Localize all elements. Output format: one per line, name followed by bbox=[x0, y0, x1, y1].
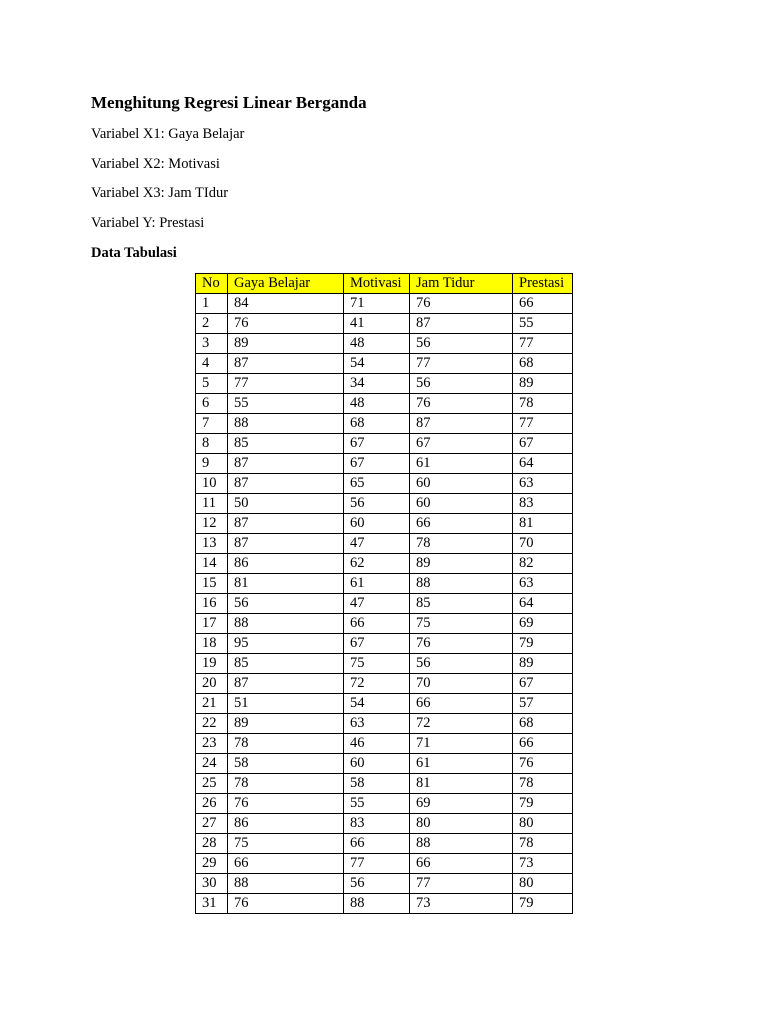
cell-no: 8 bbox=[196, 434, 228, 454]
cell-no: 31 bbox=[196, 894, 228, 914]
variable-x1-line: Variabel X1: Gaya Belajar bbox=[91, 126, 245, 142]
cell-no: 21 bbox=[196, 694, 228, 714]
cell-prestasi: 66 bbox=[513, 294, 573, 314]
table-row bbox=[196, 754, 573, 774]
cell-no: 14 bbox=[196, 554, 228, 574]
cell-gaya-belajar: 87 bbox=[228, 514, 344, 534]
cell-motivasi: 77 bbox=[344, 854, 410, 874]
cell-motivasi: 56 bbox=[344, 494, 410, 514]
cell-prestasi: 78 bbox=[513, 834, 573, 854]
cell-jam-tidur: 81 bbox=[410, 774, 513, 794]
cell-motivasi: 67 bbox=[344, 434, 410, 454]
table-row bbox=[196, 574, 573, 594]
table-row bbox=[196, 494, 573, 514]
cell-jam-tidur: 61 bbox=[410, 454, 513, 474]
cell-jam-tidur: 56 bbox=[410, 374, 513, 394]
cell-motivasi: 65 bbox=[344, 474, 410, 494]
cell-motivasi: 41 bbox=[344, 314, 410, 334]
cell-motivasi: 56 bbox=[344, 874, 410, 894]
cell-gaya-belajar: 87 bbox=[228, 474, 344, 494]
cell-motivasi: 34 bbox=[344, 374, 410, 394]
cell-prestasi: 63 bbox=[513, 574, 573, 594]
cell-gaya-belajar: 78 bbox=[228, 774, 344, 794]
table-row bbox=[196, 834, 573, 854]
cell-jam-tidur: 56 bbox=[410, 334, 513, 354]
table-row bbox=[196, 594, 573, 614]
cell-jam-tidur: 66 bbox=[410, 854, 513, 874]
table-row bbox=[196, 434, 573, 454]
table-row bbox=[196, 354, 573, 374]
cell-no: 9 bbox=[196, 454, 228, 474]
cell-no: 12 bbox=[196, 514, 228, 534]
cell-prestasi: 70 bbox=[513, 534, 573, 554]
cell-motivasi: 68 bbox=[344, 414, 410, 434]
table-header-row bbox=[196, 274, 573, 294]
cell-prestasi: 77 bbox=[513, 334, 573, 354]
data-table bbox=[195, 273, 573, 914]
cell-gaya-belajar: 76 bbox=[228, 794, 344, 814]
cell-jam-tidur: 87 bbox=[410, 414, 513, 434]
cell-prestasi: 89 bbox=[513, 654, 573, 674]
cell-no: 6 bbox=[196, 394, 228, 414]
cell-prestasi: 78 bbox=[513, 394, 573, 414]
cell-no: 4 bbox=[196, 354, 228, 374]
cell-no: 17 bbox=[196, 614, 228, 634]
cell-motivasi: 55 bbox=[344, 794, 410, 814]
cell-jam-tidur: 56 bbox=[410, 654, 513, 674]
cell-jam-tidur: 88 bbox=[410, 574, 513, 594]
cell-motivasi: 71 bbox=[344, 294, 410, 314]
cell-no: 24 bbox=[196, 754, 228, 774]
cell-gaya-belajar: 78 bbox=[228, 734, 344, 754]
cell-motivasi: 46 bbox=[344, 734, 410, 754]
cell-motivasi: 66 bbox=[344, 834, 410, 854]
cell-motivasi: 60 bbox=[344, 514, 410, 534]
document-title: Menghitung Regresi Linear Berganda bbox=[91, 93, 367, 112]
cell-gaya-belajar: 66 bbox=[228, 854, 344, 874]
cell-jam-tidur: 60 bbox=[410, 494, 513, 514]
cell-motivasi: 60 bbox=[344, 754, 410, 774]
cell-gaya-belajar: 86 bbox=[228, 554, 344, 574]
cell-prestasi: 80 bbox=[513, 874, 573, 894]
cell-no: 18 bbox=[196, 634, 228, 654]
cell-jam-tidur: 69 bbox=[410, 794, 513, 814]
cell-gaya-belajar: 55 bbox=[228, 394, 344, 414]
cell-prestasi: 66 bbox=[513, 734, 573, 754]
cell-gaya-belajar: 75 bbox=[228, 834, 344, 854]
cell-no: 25 bbox=[196, 774, 228, 794]
table-body bbox=[196, 294, 573, 914]
cell-no: 19 bbox=[196, 654, 228, 674]
cell-prestasi: 64 bbox=[513, 454, 573, 474]
cell-motivasi: 48 bbox=[344, 334, 410, 354]
cell-jam-tidur: 77 bbox=[410, 354, 513, 374]
cell-no: 20 bbox=[196, 674, 228, 694]
column-header-gaya-belajar: Gaya Belajar bbox=[228, 274, 344, 294]
cell-no: 13 bbox=[196, 534, 228, 554]
cell-jam-tidur: 76 bbox=[410, 294, 513, 314]
variable-x2-line: Variabel X2: Motivasi bbox=[91, 156, 220, 172]
cell-motivasi: 48 bbox=[344, 394, 410, 414]
cell-prestasi: 57 bbox=[513, 694, 573, 714]
cell-gaya-belajar: 76 bbox=[228, 314, 344, 334]
cell-gaya-belajar: 86 bbox=[228, 814, 344, 834]
table-row bbox=[196, 814, 573, 834]
cell-motivasi: 61 bbox=[344, 574, 410, 594]
cell-jam-tidur: 85 bbox=[410, 594, 513, 614]
cell-jam-tidur: 60 bbox=[410, 474, 513, 494]
cell-prestasi: 89 bbox=[513, 374, 573, 394]
cell-no: 1 bbox=[196, 294, 228, 314]
cell-gaya-belajar: 85 bbox=[228, 654, 344, 674]
cell-jam-tidur: 71 bbox=[410, 734, 513, 754]
cell-prestasi: 68 bbox=[513, 714, 573, 734]
table-row bbox=[196, 294, 573, 314]
table-row bbox=[196, 714, 573, 734]
cell-no: 27 bbox=[196, 814, 228, 834]
cell-prestasi: 78 bbox=[513, 774, 573, 794]
cell-gaya-belajar: 77 bbox=[228, 374, 344, 394]
cell-gaya-belajar: 87 bbox=[228, 534, 344, 554]
cell-motivasi: 88 bbox=[344, 894, 410, 914]
cell-prestasi: 64 bbox=[513, 594, 573, 614]
table-row bbox=[196, 734, 573, 754]
cell-prestasi: 82 bbox=[513, 554, 573, 574]
cell-gaya-belajar: 88 bbox=[228, 614, 344, 634]
cell-gaya-belajar: 89 bbox=[228, 334, 344, 354]
table-row bbox=[196, 634, 573, 654]
cell-gaya-belajar: 87 bbox=[228, 674, 344, 694]
column-header-jam-tidur: Jam Tidur bbox=[410, 274, 513, 294]
cell-prestasi: 79 bbox=[513, 894, 573, 914]
cell-jam-tidur: 88 bbox=[410, 834, 513, 854]
cell-no: 30 bbox=[196, 874, 228, 894]
cell-prestasi: 67 bbox=[513, 434, 573, 454]
cell-prestasi: 55 bbox=[513, 314, 573, 334]
cell-jam-tidur: 72 bbox=[410, 714, 513, 734]
table-row bbox=[196, 874, 573, 894]
table-row bbox=[196, 414, 573, 434]
cell-motivasi: 63 bbox=[344, 714, 410, 734]
table-row bbox=[196, 514, 573, 534]
cell-motivasi: 83 bbox=[344, 814, 410, 834]
table-row bbox=[196, 794, 573, 814]
table-row bbox=[196, 374, 573, 394]
table-row bbox=[196, 534, 573, 554]
cell-jam-tidur: 76 bbox=[410, 394, 513, 414]
cell-no: 29 bbox=[196, 854, 228, 874]
cell-prestasi: 73 bbox=[513, 854, 573, 874]
cell-prestasi: 77 bbox=[513, 414, 573, 434]
cell-gaya-belajar: 84 bbox=[228, 294, 344, 314]
cell-jam-tidur: 76 bbox=[410, 634, 513, 654]
table-row bbox=[196, 774, 573, 794]
table-row bbox=[196, 654, 573, 674]
cell-gaya-belajar: 95 bbox=[228, 634, 344, 654]
cell-jam-tidur: 66 bbox=[410, 694, 513, 714]
cell-prestasi: 68 bbox=[513, 354, 573, 374]
table-row bbox=[196, 554, 573, 574]
cell-jam-tidur: 70 bbox=[410, 674, 513, 694]
cell-prestasi: 81 bbox=[513, 514, 573, 534]
cell-gaya-belajar: 87 bbox=[228, 354, 344, 374]
cell-prestasi: 80 bbox=[513, 814, 573, 834]
cell-motivasi: 47 bbox=[344, 534, 410, 554]
cell-jam-tidur: 89 bbox=[410, 554, 513, 574]
cell-jam-tidur: 77 bbox=[410, 874, 513, 894]
cell-motivasi: 54 bbox=[344, 694, 410, 714]
cell-no: 23 bbox=[196, 734, 228, 754]
cell-jam-tidur: 78 bbox=[410, 534, 513, 554]
column-header-no: No bbox=[196, 274, 228, 294]
cell-no: 7 bbox=[196, 414, 228, 434]
cell-prestasi: 79 bbox=[513, 794, 573, 814]
cell-jam-tidur: 67 bbox=[410, 434, 513, 454]
cell-no: 2 bbox=[196, 314, 228, 334]
cell-motivasi: 75 bbox=[344, 654, 410, 674]
cell-motivasi: 67 bbox=[344, 634, 410, 654]
cell-no: 26 bbox=[196, 794, 228, 814]
table-row bbox=[196, 314, 573, 334]
table-row bbox=[196, 454, 573, 474]
cell-jam-tidur: 87 bbox=[410, 314, 513, 334]
cell-prestasi: 79 bbox=[513, 634, 573, 654]
cell-no: 22 bbox=[196, 714, 228, 734]
cell-gaya-belajar: 76 bbox=[228, 894, 344, 914]
table-row bbox=[196, 614, 573, 634]
cell-gaya-belajar: 88 bbox=[228, 414, 344, 434]
cell-gaya-belajar: 50 bbox=[228, 494, 344, 514]
cell-prestasi: 67 bbox=[513, 674, 573, 694]
cell-prestasi: 83 bbox=[513, 494, 573, 514]
column-header-prestasi: Prestasi bbox=[513, 274, 573, 294]
table-row bbox=[196, 674, 573, 694]
cell-jam-tidur: 75 bbox=[410, 614, 513, 634]
cell-prestasi: 76 bbox=[513, 754, 573, 774]
table-row bbox=[196, 894, 573, 914]
cell-motivasi: 62 bbox=[344, 554, 410, 574]
cell-no: 3 bbox=[196, 334, 228, 354]
section-title-data-tabulasi: Data Tabulasi bbox=[91, 245, 177, 261]
cell-jam-tidur: 80 bbox=[410, 814, 513, 834]
cell-jam-tidur: 61 bbox=[410, 754, 513, 774]
variable-x3-line: Variabel X3: Jam TIdur bbox=[91, 185, 229, 201]
cell-prestasi: 63 bbox=[513, 474, 573, 494]
cell-gaya-belajar: 88 bbox=[228, 874, 344, 894]
cell-motivasi: 58 bbox=[344, 774, 410, 794]
cell-no: 5 bbox=[196, 374, 228, 394]
cell-motivasi: 67 bbox=[344, 454, 410, 474]
cell-gaya-belajar: 89 bbox=[228, 714, 344, 734]
table-row bbox=[196, 394, 573, 414]
table-row bbox=[196, 854, 573, 874]
cell-no: 28 bbox=[196, 834, 228, 854]
cell-prestasi: 69 bbox=[513, 614, 573, 634]
cell-no: 10 bbox=[196, 474, 228, 494]
table-row bbox=[196, 334, 573, 354]
cell-gaya-belajar: 85 bbox=[228, 434, 344, 454]
table-row bbox=[196, 474, 573, 494]
cell-motivasi: 66 bbox=[344, 614, 410, 634]
cell-no: 11 bbox=[196, 494, 228, 514]
cell-gaya-belajar: 51 bbox=[228, 694, 344, 714]
cell-jam-tidur: 66 bbox=[410, 514, 513, 534]
variable-y-line: Variabel Y: Prestasi bbox=[91, 215, 205, 231]
cell-gaya-belajar: 56 bbox=[228, 594, 344, 614]
cell-motivasi: 47 bbox=[344, 594, 410, 614]
cell-motivasi: 72 bbox=[344, 674, 410, 694]
cell-motivasi: 54 bbox=[344, 354, 410, 374]
cell-gaya-belajar: 81 bbox=[228, 574, 344, 594]
cell-jam-tidur: 73 bbox=[410, 894, 513, 914]
table-row bbox=[196, 694, 573, 714]
cell-no: 16 bbox=[196, 594, 228, 614]
cell-gaya-belajar: 87 bbox=[228, 454, 344, 474]
cell-gaya-belajar: 58 bbox=[228, 754, 344, 774]
column-header-motivasi: Motivasi bbox=[344, 274, 410, 294]
cell-no: 15 bbox=[196, 574, 228, 594]
